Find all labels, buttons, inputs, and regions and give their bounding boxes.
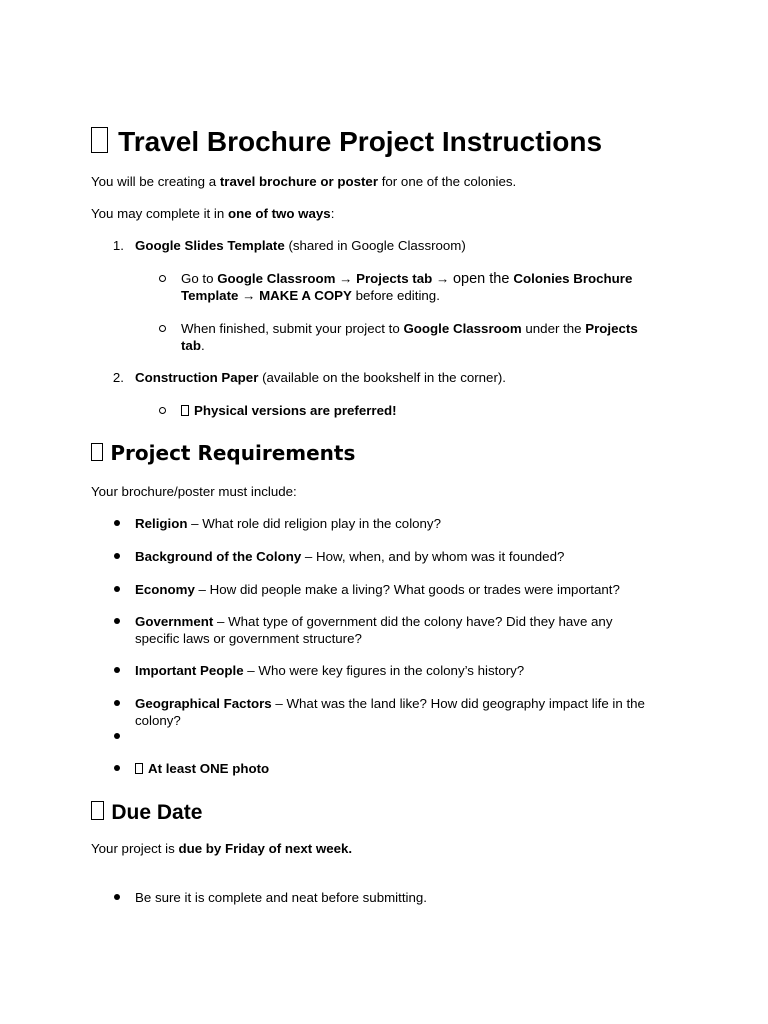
list-item-text: – How did people make a living? What goods or trades were important? xyxy=(194,582,620,597)
list-item-label: Government xyxy=(135,614,214,629)
step-bold-make-copy: MAKE A COPY xyxy=(259,288,352,303)
way-1-step-2-line-1 xyxy=(181,320,638,337)
intro-line-2-tail: : xyxy=(330,206,335,221)
list-item xyxy=(135,613,612,630)
list-item xyxy=(135,515,441,532)
list-item-label: Important People xyxy=(135,663,244,678)
arrow-icon: → xyxy=(432,271,453,286)
missing-glyph-icon xyxy=(91,801,104,820)
list-number: 1. xyxy=(112,238,124,253)
way-1-title: Google Slides Template xyxy=(135,238,285,253)
way-1-step-2-line-2 xyxy=(181,337,205,354)
list-item xyxy=(135,662,524,679)
bullet-icon xyxy=(114,667,120,673)
step-text: Go to xyxy=(181,271,218,286)
list-item-label: Economy xyxy=(135,582,195,597)
sub-bullet-icon xyxy=(159,407,166,414)
missing-glyph-icon xyxy=(181,405,189,416)
step-bold-classroom: Google Classroom xyxy=(403,321,522,336)
bullet-icon xyxy=(114,586,120,592)
step-bold-template: Template xyxy=(181,288,239,303)
step-text-tail: before editing. xyxy=(351,288,440,303)
way-2-title: Construction Paper xyxy=(135,370,259,385)
requirements-heading xyxy=(91,440,355,466)
list-item-label: Background of the Colony xyxy=(135,549,302,564)
list-item-label: Religion xyxy=(135,516,188,531)
way-1-note: (shared in Google Classroom) xyxy=(284,238,466,253)
sub-bullet-icon xyxy=(159,275,166,282)
bullet-icon xyxy=(114,765,120,771)
intro-line-1-bold: travel brochure or poster xyxy=(219,174,379,189)
requirements-heading-text: Project Requirements xyxy=(110,441,356,465)
step-bold-projects-tab: Projects tab xyxy=(356,271,433,286)
due-line xyxy=(91,840,352,857)
sub-bullet-icon xyxy=(159,325,166,332)
step-bold-preferred: Physical versions are preferred! xyxy=(194,403,397,418)
list-item-continuation: colony? xyxy=(135,713,181,728)
missing-glyph-icon xyxy=(135,763,143,774)
bullet-icon xyxy=(114,733,120,739)
list-item-text: – What type of government did the colony have? Did they have any xyxy=(213,614,613,629)
list-item-text: – What role did religion play in the colony? xyxy=(187,516,441,531)
list-item-text: – What was the land like? How did geography impact life in the xyxy=(271,696,645,711)
list-item xyxy=(135,695,645,712)
missing-glyph-icon xyxy=(91,443,103,461)
intro-line-1 xyxy=(91,173,516,190)
way-2-step-1 xyxy=(181,402,397,419)
list-item-continuation: specific laws or government structure? xyxy=(135,631,362,646)
bullet-icon xyxy=(114,520,120,526)
bullet-icon xyxy=(114,618,120,624)
arrow-icon: → xyxy=(335,271,357,286)
list-item-text: – How, when, and by whom was it founded? xyxy=(301,549,565,564)
list-item xyxy=(135,581,620,598)
intro-line-2-bold: one of two ways xyxy=(227,206,331,221)
way-2-line xyxy=(135,369,506,386)
intro-line-1-text: You will be creating a xyxy=(91,174,220,189)
bullet-icon xyxy=(114,700,120,706)
list-item-label: Geographical Factors xyxy=(135,696,272,711)
way-2-note: (available on the bookshelf in the corner). xyxy=(258,370,507,385)
due-line-bold: due by Friday of next week. xyxy=(178,841,353,856)
bullet-icon xyxy=(114,553,120,559)
step-bold-classroom: Google Classroom xyxy=(217,271,336,286)
list-item xyxy=(135,548,564,565)
step-text: When finished, submit your project to xyxy=(181,321,404,336)
list-item-text: – Who were key figures in the colony’s history? xyxy=(243,663,525,678)
step-bold-tab: tab xyxy=(181,338,201,353)
due-line-text: Your project is xyxy=(91,841,179,856)
step-text-open: open the xyxy=(452,271,514,287)
intro-line-1-tail: for one of the colonies. xyxy=(378,174,517,189)
list-number: 2. xyxy=(112,370,124,385)
list-item-label: At least ONE photo xyxy=(148,761,270,776)
step-text-tail: . xyxy=(200,338,205,353)
due-heading-text: Due Date xyxy=(111,801,203,824)
way-1-step-1-line-2 xyxy=(181,287,440,304)
step-bold-brochure: Colonies Brochure xyxy=(513,271,633,286)
requirements-intro: Your brochure/poster must include: xyxy=(91,484,297,499)
due-heading xyxy=(91,800,202,826)
page-title-text: Travel Brochure Project Instructions xyxy=(118,126,603,157)
way-1-line xyxy=(135,237,466,254)
step-bold-projects: Projects xyxy=(585,321,638,336)
bullet-icon xyxy=(114,894,120,900)
page-title xyxy=(91,125,602,159)
list-item xyxy=(135,760,269,777)
way-1-step-1-line-1 xyxy=(181,270,632,288)
intro-line-2 xyxy=(91,205,334,222)
step-text-under: under the xyxy=(521,321,586,336)
missing-glyph-icon xyxy=(91,127,108,152)
due-bullet: Be sure it is complete and neat before submitting. xyxy=(135,890,427,905)
arrow-icon: → xyxy=(238,288,260,303)
intro-line-2-text: You may complete it in xyxy=(91,206,228,221)
